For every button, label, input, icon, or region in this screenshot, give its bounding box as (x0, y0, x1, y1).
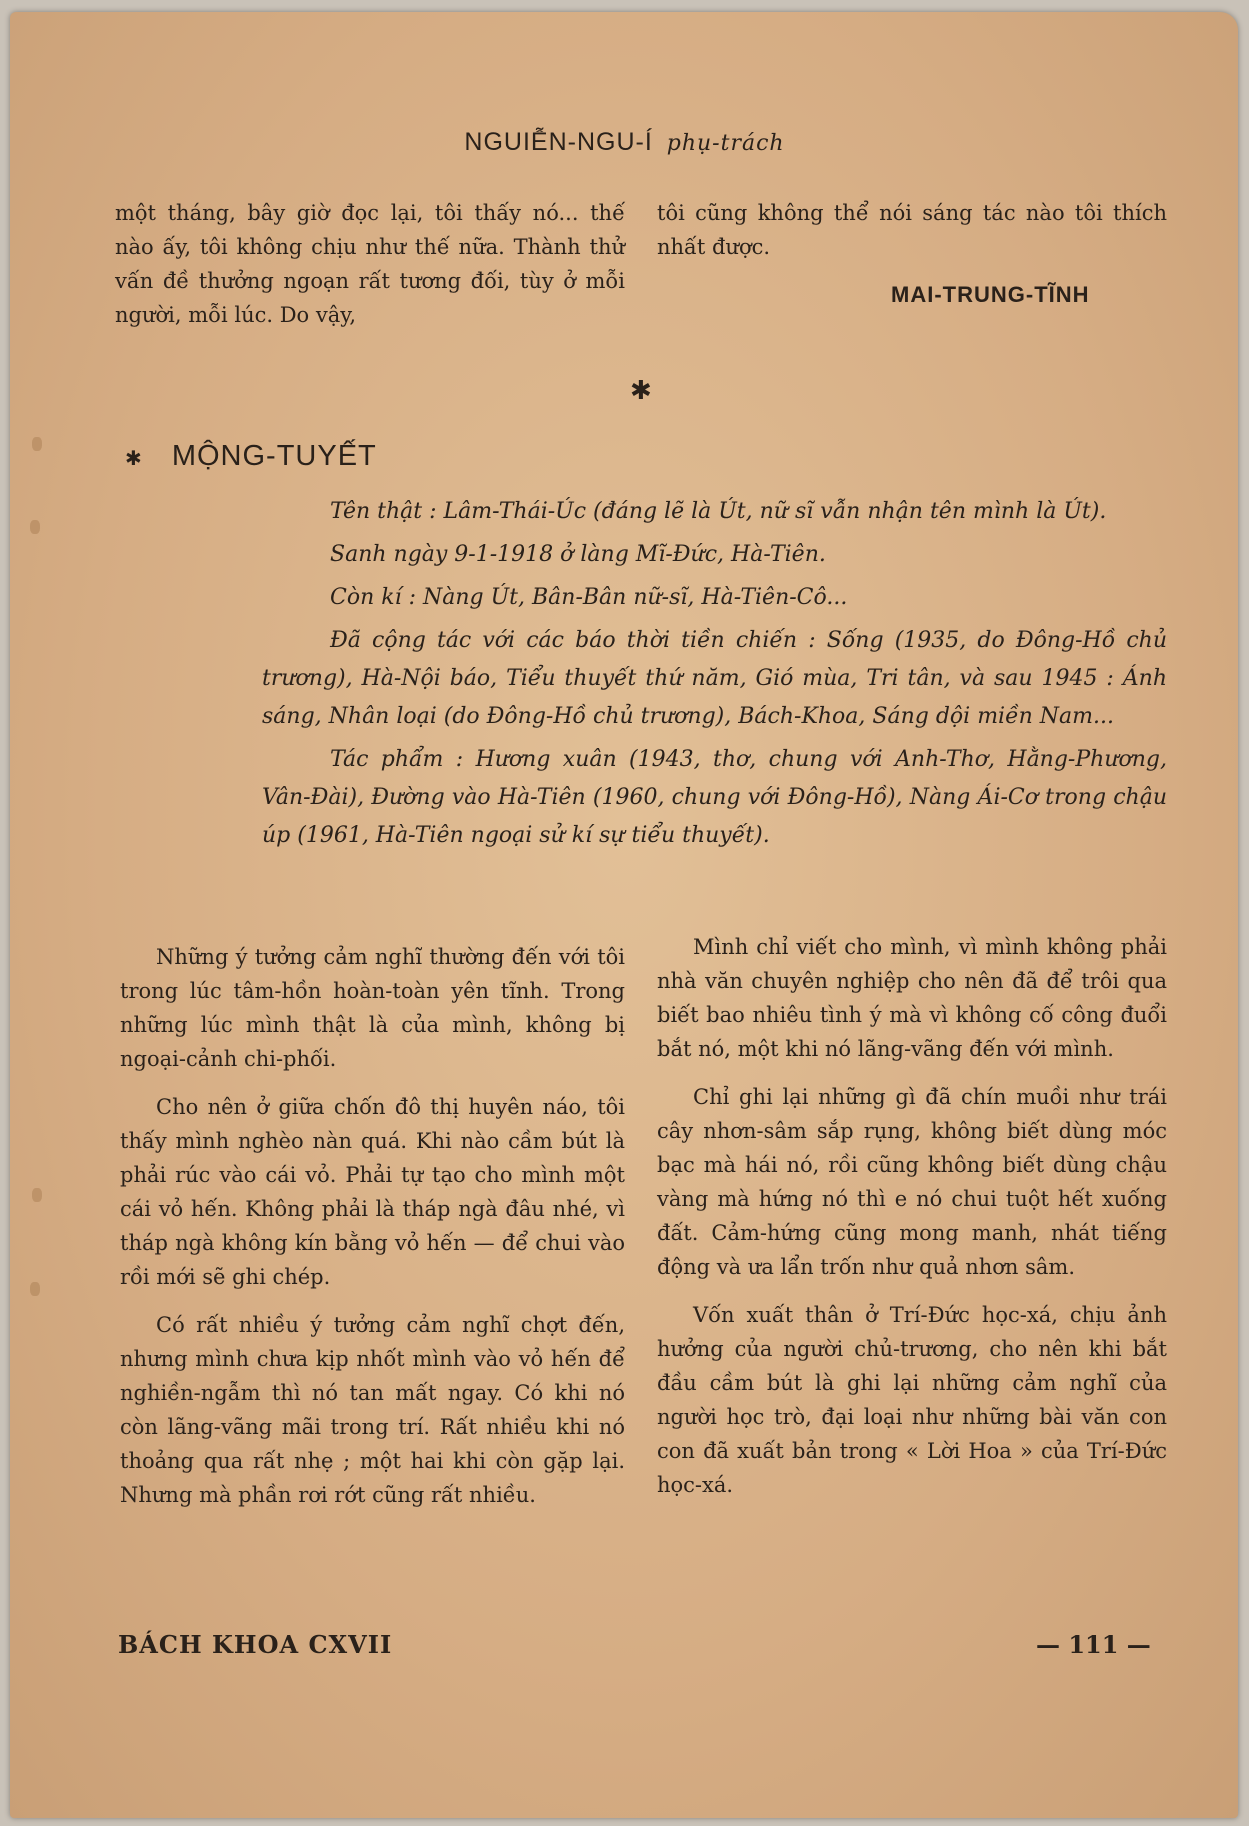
body-paragraph: Những ý tưởng cảm nghĩ thường đến với tôi trong lúc tâm-hồn hoàn-toàn yên tĩnh. Trong những lúc mình thật là của mình, không bị ngoại-cảnh chi-phối. (120, 945, 625, 1071)
header-author: NGUIỄN-NGU-Í (464, 128, 653, 156)
top-left-paragraph: một tháng, bây giờ đọc lại, tôi thấy nó... thế nào ấy, tôi không chịu như thế nữa. Thành thử vấn đề thưởng ngoạn rất tương đối, tùy ở mỗi người, mỗi lúc. Do vậy, (115, 201, 625, 327)
header-role: phụ-trách (666, 131, 785, 156)
bio-alias: Còn kí : Nàng Út, Bân-Bân nữ-sĩ, Hà-Tiên-Cô... (330, 585, 848, 610)
author-bio (262, 493, 1167, 860)
bio-works: Tác phẩm : Hương xuân (1943, thơ, chung với Anh-Thơ, Hằng-Phương, Vân-Đài), Đường vào Hà-Tiên (1960, chung với Đông-Hồ), Nàng Ái-Cơ trong chậu úp (1961, Hà-Tiên ngoại sử kí sự tiểu thuyết). (262, 747, 1167, 848)
body-paragraph: Mình chỉ viết cho mình, vì mình không phải nhà văn chuyên nghiệp cho nên đã để trôi qua biết bao nhiêu tình ý mà vì không cố công đuổi bắt nó, một khi nó lãng-vãng đến với mình. (657, 935, 1167, 1061)
body-left-column (120, 940, 625, 1526)
punch-hole (32, 1188, 42, 1202)
journal-name: BÁCH KHOA CXVII (118, 1630, 393, 1659)
bio-real-name: Tên thật : Lâm-Thái-Úc (đáng lẽ là Út, nữ sĩ vẫn nhận tên mình là Út). (330, 499, 1107, 524)
body-right-column (657, 930, 1167, 1516)
punch-hole (32, 437, 42, 451)
punch-hole (30, 1282, 40, 1296)
body-paragraph: Chỉ ghi lại những gì đã chín muồi như trái cây nhơn-sâm sắp rụng, không biết dùng móc bạc mà hái nó, rồi cũng không biết dùng chậu vàng mà hứng nó thì e nó chui tuột hết xuống đất. Cảm-hứng cũng mong manh, nhát tiếng động và ưa lẩn trốn như quả nhơn sâm. (657, 1085, 1167, 1279)
page-header (0, 128, 1249, 157)
top-right-paragraph: tôi cũng không thể nói sáng tác nào tôi thích nhất được. (657, 201, 1167, 259)
punch-hole (30, 520, 40, 534)
section-title: MỘNG-TUYẾT (171, 440, 377, 472)
body-paragraph: Có rất nhiều ý tưởng cảm nghĩ chợt đến, nhưng mình chưa kịp nhốt mình vào vỏ hến để nghiền-ngẫm thì nó tan mất ngay. Có khi nó còn lãng-vãng mãi trong trí. Rất nhiều khi nó thoảng qua rất nhẹ ; một hai khi còn gặp lại. Nhưng mà phần rơi rớt cũng rất nhiều. (120, 1313, 625, 1507)
signature: MAI-TRUNG-TĨNH (891, 282, 1090, 307)
page-number: — 111 — (1036, 1630, 1151, 1659)
body-paragraph: Vốn xuất thân ở Trí-Đức học-xá, chịu ảnh hưởng của người chủ-trương, cho nên khi bắt đầu cầm bút là ghi lại những cảm nghĩ của người học trò, đại loại như những bài văn con con đã xuất bản trong « Lời Hoa » của Trí-Đức học-xá. (657, 1303, 1167, 1497)
bio-born: Sanh ngày 9-1-1918 ở làng Mĩ-Đức, Hà-Tiên. (330, 542, 826, 567)
bio-collaborated: Đã cộng tác với các báo thời tiền chiến : Sống (1935, do Đông-Hồ chủ trương), Hà-Nội báo, Tiểu thuyết thứ năm, Gió mùa, Tri tân, và sau 1945 : Ánh sáng, Nhân loại (do Đông-Hồ chủ trương), Bách-Khoa, Sáng dội miền Nam... (262, 628, 1167, 729)
bullet-icon: ✱ (125, 448, 143, 470)
section-heading (125, 440, 377, 473)
separator-asterisk: ✱ (630, 376, 652, 406)
body-paragraph: Cho nên ở giữa chốn đô thị huyên náo, tôi thấy mình nghèo nàn quá. Khi nào cầm bút là phải rúc vào cái vỏ. Phải tự tạo cho mình một cái vỏ hến. Không phải là tháp ngà đâu nhé, vì tháp ngà không kín bằng vỏ hến — để chui vào rồi mới sẽ ghi chép. (120, 1095, 625, 1289)
